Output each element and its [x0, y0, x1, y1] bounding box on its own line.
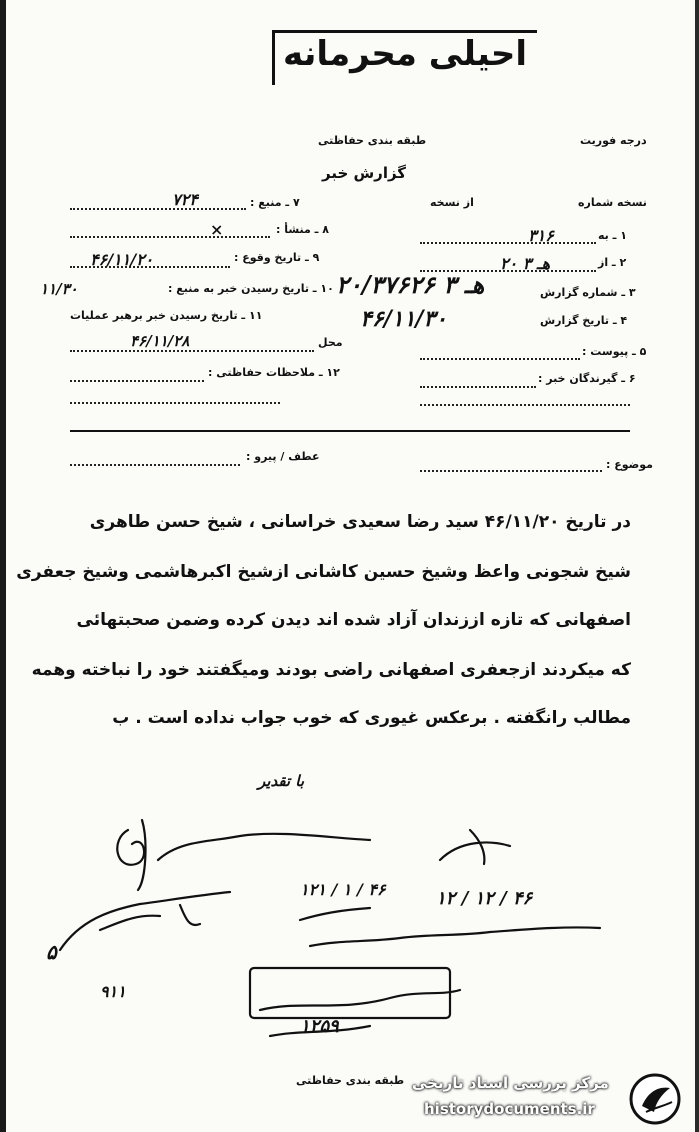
received-by-leader-label: ۱۱ ـ تاریخ رسیدن خبر برهبر عملیات [70, 309, 263, 322]
handwritten-number: ۵ [46, 940, 57, 964]
security-notes-label: ۱۲ ـ ملاحظات حفاظتی : [208, 366, 340, 379]
received-by-source-value: ۱۱/۳۰ [40, 280, 78, 298]
source-label: ۷ ـ منبع : [250, 196, 300, 209]
scan-edge-right [695, 0, 699, 1132]
copy-number-label: نسخه شماره [578, 196, 647, 209]
report-number-label: ۳ ـ شماره گزارش [540, 286, 636, 299]
urgency-label: درجه فوریت [580, 134, 647, 147]
handwritten-date-2: ۱۲۱ / ۱ / ۴۶ [300, 880, 386, 899]
source-value: ۷۲۴ [172, 190, 198, 209]
handwritten-scribbles [40, 800, 660, 1070]
body-line-2: شیخ شجونی واعظ وشیخ حسین کاشانی ازشیخ اکبرهاشمی وشیخ جعفری [16, 562, 631, 582]
scan-edge-left [0, 0, 6, 1132]
body-line-1: در تاریخ ۴۶/۱۱/۲۰ سید رضا سعیدی خراسانی ، شیخ حسن طاهری [89, 512, 631, 532]
location-value: ۴۶/۱۱/۲۸ [130, 332, 190, 350]
from-label: ۲ ـ از [598, 256, 627, 269]
watermark-title: مرکز بررسی اسناد تاریخی [412, 1074, 609, 1092]
to-value: ۳۱۶ [528, 226, 554, 245]
body-line-4: که میکردند ازجعفری اصفهانی راضی بودند ومیگفتند خود را نباخته وهمه [31, 660, 631, 680]
report-date-value: ۴۶/۱۱/۳۰ [360, 306, 447, 332]
attachment-label: ۵ ـ پیوست : [582, 345, 647, 358]
location-label: محل [318, 336, 343, 349]
copy-number-value: از نسخه [430, 196, 474, 209]
origin-value: × [210, 220, 224, 239]
occurrence-date-label: ۹ ـ تاریخ وقوع : [234, 251, 320, 264]
subject-label: موضوع : [606, 458, 653, 471]
handwritten-note-top: با تقدیر [258, 772, 305, 790]
origin-label: ۸ ـ منشأ : [276, 223, 329, 236]
handwritten-date-1: ۱۲ / ۱۲ / ۴۶ [436, 888, 533, 909]
recipients-label: ۶ ـ گیرندگان خبر : [538, 372, 636, 385]
watermark-url[interactable]: historydocuments.ir [424, 1100, 595, 1118]
handwritten-note-small: ۹۱۱ [100, 982, 126, 1001]
occurrence-date-value: ۴۶/۱۱/۲۰ [90, 250, 154, 269]
reference-label: عطف / پیرو : [246, 450, 320, 463]
from-value: ۲۰ هـ ۳ [500, 254, 551, 273]
confidential-stamp: احیلی محرمانه [282, 34, 528, 74]
archive-logo-icon [628, 1072, 682, 1126]
report-number-value: ۲۰/۳۷۶۲۶ هـ ۳ [336, 270, 485, 299]
report-title: گزارش خبر [322, 164, 407, 182]
body-line-5: مطالب رانگفته . برعکس غیوری که خوب جواب نداده است . ب [112, 708, 631, 728]
report-date-label: ۴ ـ تاریخ گزارش [540, 314, 628, 327]
received-by-source-label: ۱۰ ـ تاریخ رسیدن خبر به منبع : [168, 282, 334, 295]
classification-label: طبقه بندی حفاظتی [318, 134, 427, 147]
signature-stamp-number: ۱۲۵۹ [300, 1016, 339, 1037]
section-divider [70, 430, 630, 432]
to-label: ۱ ـ به [598, 229, 627, 242]
footer-classification: طبقه بندی حفاظتی [296, 1074, 405, 1087]
body-line-3: اصفهانی که تازه اززندان آزاد شده اند دیدن کرده وضمن صحبتهائی [76, 610, 631, 630]
